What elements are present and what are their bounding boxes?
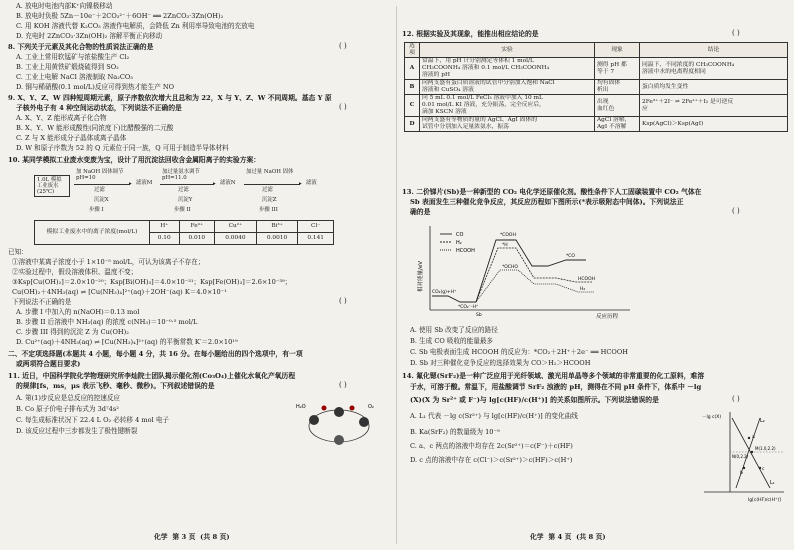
flow-ppt-x: 沉淀X (94, 197, 109, 203)
cell-line: 均有固体 (597, 80, 621, 86)
flow-ppt-y: 沉淀Y (178, 197, 193, 203)
q12-row-a-option: A (405, 58, 420, 80)
q8-option-c: C. 工业上电解 NaCl 溶液制取 Na₂CO₃ (16, 73, 133, 81)
q10-table-cell: 0.10 (150, 233, 180, 245)
q10-known-3: ③Ksp[Cu(OH)₂]＝2.0×10⁻²⁰；Ksp[Bi(OH)₃]＝4.0×10⁻³¹；Ksp[Fe(OH)₃]＝2.6×10⁻³⁹； (12, 278, 292, 286)
q14-chart (700, 408, 788, 504)
q12-row-a-experiment (420, 58, 595, 80)
cell-line: 溶液和 CuSO₄ 溶液 (422, 87, 474, 93)
q12-row-a-observation (595, 58, 640, 80)
q12-header-option: 选项 (405, 43, 420, 58)
q12-row-d-conclusion (640, 117, 788, 132)
page-fold-divider (396, 6, 397, 544)
table-row (405, 80, 788, 95)
footer-subject: 化学 (530, 533, 544, 541)
point-b (743, 467, 745, 469)
q10-stem: 10. 某同学模拟工业废水变废为宝，设计了用沉淀法回收含金属阳离子的实验方案： (8, 156, 261, 164)
curve-l1 (732, 418, 770, 488)
flow-arrowhead-1: ▸ (129, 181, 132, 187)
footer-page: 第 4 页 (548, 533, 572, 541)
cell-line: 出现 (597, 98, 609, 105)
x-axis-label: 反应历程 (596, 314, 619, 320)
q12-row-b-conclusion (640, 80, 788, 95)
cell-line: CH₃COONH₄ 溶液和 0.1 mol/L CH₃COONH₄ (422, 65, 550, 71)
point-label-b: b (740, 471, 743, 476)
table-row (405, 117, 788, 132)
cell-line: 溶液中水的电离程度相同 (642, 68, 706, 75)
cell-line: 滴加 KSCN 溶液 (422, 109, 467, 115)
q13-option-a: A. 使用 Sb 改变了反应的路径 (410, 326, 498, 334)
peak-label-cooh: *COOH (500, 233, 516, 238)
x-axis-label: lg[c(HF)/c(H⁺)] (748, 498, 781, 503)
cell-line: 蛋白质均发生变性 (642, 83, 689, 90)
footer-total: (共 8 页) (200, 533, 230, 541)
q13-stem-line3: 确的是 (410, 208, 431, 216)
cell-line: 等于 7 (597, 68, 615, 75)
q12-experiment-table (404, 42, 788, 132)
q11-stem-line1: 11. 近日，中国科学院化学物理研究所李灿院士团队揭示催化剂(Co₃O₄)上催化水氧化产氧历程 (8, 372, 296, 380)
flow-step-label-1: 步骤 I (89, 207, 104, 213)
q11-answer-blank: ( ) (339, 381, 347, 389)
flow-arrow-3 (244, 184, 300, 185)
q9-stem-line2: 子核外电子有 4 种空间运动状态，下列说法不正确的是 (16, 104, 182, 112)
flow-step2-reagent: 加过量氨水调节pH=11.0 (162, 169, 200, 181)
footer-page: 第 3 页 (172, 533, 196, 541)
legend-co: CO (456, 232, 464, 238)
q10-flowchart (34, 167, 354, 217)
q8-stem: 8. 下列关于元素及其化合物的性质说法正确的是 (8, 43, 154, 51)
q14-stem-line1: 14. 氟化锶(SrF₂)是一种广泛应用于光纤领域、激光用单晶等多个领域的非常重要的化工原料，难溶 (402, 372, 704, 380)
q14-option-b: B. Ka(SrF₂) 的数量级为 10⁻⁹ (410, 428, 500, 436)
footer-total: (共 8 页) (576, 533, 606, 541)
cell-line: 0.01 mol/L KI 溶液，充分振荡，完全反应后， (422, 102, 545, 108)
point-a (748, 437, 750, 439)
end-label-co: *CO (566, 254, 575, 259)
peak-label-ocho: *OCHO (502, 265, 518, 270)
q12-row-d-option: D (405, 117, 420, 132)
q9-answer-blank: ( ) (339, 103, 347, 111)
q12-row-c-option: C (405, 95, 420, 117)
q9-stem-line1: 9. X、Y、Z、W 四种短周期元素，原子序数依次增大且总和为 22，X 与 Y、Z、W 不同周期。基态 Y 原 (8, 94, 332, 102)
flow-step-label-2: 步骤 II (174, 207, 191, 213)
q11-option-d: D. 该反应过程中三步都发生了极性键断裂 (16, 427, 138, 435)
legend-hcooh: HCOOH (456, 248, 475, 254)
svg-text:H₂O: H₂O (296, 404, 306, 410)
cell-line: 常温下，用 pH 计分别测定等体积 1 mol/L (422, 58, 534, 64)
q12-row-b-option: B (405, 80, 420, 95)
flow-step3-action: 过滤 (262, 187, 273, 193)
q11-stem-line2: 的规律[fs，ms，μs 表示飞秒、毫秒、微秒)。下列叙述错误的是 (16, 382, 215, 390)
q10-ion-table (34, 220, 334, 245)
q13-option-b: B. 生成 CO 吸收的能量最多 (410, 337, 494, 345)
start-label: CO₂(g)+H⁺ (432, 290, 457, 295)
q8-option-d: D. 铜与稀硝酸(0.1 mol/L)反应可得到热才能生产 NO (16, 83, 175, 91)
table-row (405, 95, 788, 117)
q12-row-c-conclusion (640, 95, 788, 117)
point-c (759, 467, 761, 469)
q13-stem-line1: 13. 二价锑片(Sb)是一种新型的 CO₂ 电化学还原催化剂。酸性条件下人工固碳装置中 CO₂ 气体在 (402, 188, 702, 196)
series-hcooh-path (476, 270, 594, 302)
cell-line: 试管中分别加入足量浓氨水，振荡 (422, 124, 509, 130)
flow-source: 1.0L 模拟工业废水(25℃) (34, 175, 70, 197)
q12-header-conclusion: 结论 (640, 43, 788, 58)
peak-label-h: *H (502, 243, 508, 248)
footer-subject: 化学 (154, 533, 168, 541)
q10-table-cell: 0.0040 (215, 233, 257, 245)
flow-arrow-2 (160, 184, 214, 185)
flow-filtrate-p: 滤液 (306, 180, 317, 186)
q14-option-d: D. c 点的溶液中存在 c(Cl⁻)＞c(Sr²⁺)＞c(HF)＞c(H⁺) (410, 456, 573, 464)
cell-line: AgCl 溶解， (597, 117, 631, 123)
q10-option-d: D. Cu²⁺(aq)＋4NH₃(aq) ⇌ [Cu(NH₃)₄]²⁺(aq) 的平衡常数 K′＝2.0×10¹⁹ (16, 338, 238, 346)
q13-answer-blank: ( ) (732, 207, 740, 215)
q10-table-row-label: 模拟工业废水中的离子浓度(mol/L) (35, 221, 150, 245)
point-m (751, 451, 753, 453)
q11-option-a: A. 第(1)步反应是总反应的控速反应 (16, 394, 121, 402)
cell-line: 向两支盛有等物质的量的 AgCl、AgI 固体的 (422, 117, 538, 123)
table-row (405, 58, 788, 80)
q12-answer-blank: ( ) (732, 29, 740, 37)
flow-filtrate-m: 滤液M (136, 180, 153, 186)
q10-table-header: Cu²⁺ (215, 221, 257, 233)
q12-header-experiment: 实验 (420, 43, 595, 58)
cell-line: 应 (642, 105, 648, 112)
q10-table-header: Fe³⁺ (179, 221, 215, 233)
flow-step-label-3: 步骤 III (259, 207, 278, 213)
inter1-label: *CO₂⁻·H⁺ (458, 305, 479, 310)
q8-option-a: A. 工业上常用软锰矿与浓盐酸生产 Cl₂ (16, 53, 130, 61)
q10-table-cell: 0.0010 (256, 233, 298, 245)
section-2-heading-line2: 或两项符合题目要求) (16, 360, 81, 368)
q10-known-1: ①溶液中某离子浓度小于 1×10⁻⁵ mol/L，可认为该离子不存在； (12, 258, 205, 266)
q14-option-c: C. a、c 两点的溶液中均存在 2c(Sr²⁺)＝c(F⁻)＋c(HF) (410, 442, 573, 450)
q11-option-c: C. 每生成标准状况下 22.4 L O₂ 必转移 4 mol 电子 (16, 416, 170, 424)
q13-stem-line2: Sb 表面发生三种催化竞争反应，其反应历程如下图所示(*表示吸附态中间体)。下列说法正 (410, 198, 684, 206)
q10-table-header: H⁺ (150, 221, 180, 233)
page-4 (400, 0, 792, 550)
svg-text:O₂: O₂ (368, 404, 374, 410)
footer-right (530, 531, 606, 541)
q14-stem-line3: (X)(X 为 Sr²⁺ 或 F⁻)与 lg[c(HF)/c(H⁺)] 的关系如图所示。下列说法错误的是 (410, 396, 659, 404)
page-3 (4, 0, 396, 550)
q10-table-cell: 0.010 (179, 233, 215, 245)
flow-step1-reagent: 加 NaOH 固体调节pH=10 (76, 169, 124, 181)
q12-row-c-observation (595, 95, 640, 117)
footer-left (154, 531, 230, 541)
q10-known-title: 已知： (8, 248, 28, 256)
q10-option-c: C. 步骤 III 得到的沉淀 Z 为 Cu(OH)₂ (16, 328, 129, 336)
cell-line: 2Fe³⁺＋2I⁻ ⇌ 2Fe²⁺＋I₂ 是可逆反 (642, 98, 734, 105)
q12-stem: 12. 根据实验及其现象，能推出相应结论的是 (402, 30, 539, 38)
q10-known-4: Cu(OH)₂＋4NH₃(aq) ⇌ [Cu(NH₃)₄]²⁺(aq)＋2OH⁻(aq) K＝4.0×10⁻¹ (12, 288, 227, 296)
cell-line: 析出 (597, 87, 609, 93)
cell-line: 同温下，不同浓度的 CH₃COONH₄ (642, 61, 735, 68)
cell-line: Ksp(AgCl)＞Ksp(AgI) (642, 120, 704, 127)
flow-arrowhead-3: ▸ (299, 181, 302, 187)
q7-option-b: B. 放电时负极 5Zn－10e⁻＋2CO₃²⁻＋6OH⁻ ══ 2ZnCO₃·3Zn(OH)₂ (16, 12, 224, 20)
q12-header-observation: 现象 (595, 43, 640, 58)
point-label-a: a (752, 435, 755, 440)
legend-h2: H₂ (456, 240, 462, 246)
q12-row-b-observation (595, 80, 640, 95)
q10-table-cell: 0.141 (298, 233, 334, 245)
q9-option-b: B. X、Y、W 能形成酸性(同浓度下)比醋酸强的二元酸 (16, 124, 174, 132)
flow-filtrate-n: 滤液N (220, 180, 236, 186)
point-label-m: M(1.0,2.2) (755, 446, 776, 451)
q9-option-d: D. W 和原子序数为 52 的 Q 元素位于同一族，Q 可用于制造半导体材料 (16, 144, 229, 152)
q14-stem-line2: 于水，可溶于酸。常温下，用盐酸调节 SrF₂ 浊液的 pH，测得在不同 pH 条件下，体系中 －lg (410, 383, 702, 391)
cell-line: 测得 pH 都 (597, 61, 627, 68)
q13-option-d: D. Sb 对三种催化竞争反应的选择效果为 CO＞H₂＞HCOOH (410, 359, 591, 367)
cell-line: 溶液的 pH (422, 72, 450, 78)
cell-line: 血红色 (597, 105, 615, 112)
q10-table-header: Bi³⁺ (256, 221, 298, 233)
q13-option-c: C. Sb 电极表面生成 HCOOH 的反应为：*CO₂＋2H⁺＋2e⁻ ══ HCOOH (410, 348, 628, 356)
q12-row-d-observation (595, 117, 640, 132)
q10-answer-blank: ( ) (339, 297, 347, 305)
q12-row-b-experiment (420, 80, 595, 95)
q14-option-a: A. L₁ 代表 －lg c(Sr²⁺) 与 lg[c(HF)/c(H⁺)] 的变化曲线 (410, 412, 578, 420)
q7-option-c: C. 用 KOH 溶液代替 K₂CO₃ 溶液作电解质，会降低 Zn 利用率导致电池的充放电 (16, 22, 255, 30)
q11-catalytic-cycle-figure (294, 400, 384, 450)
sb-label: Sb (476, 313, 482, 318)
point-label-n: N(0,2.2) (732, 454, 749, 459)
q12-row-a-conclusion (640, 58, 788, 80)
flow-arrow-1 (74, 184, 130, 185)
end-label-h2: H₂ (580, 287, 586, 292)
cell-line: AgI 不溶解 (597, 124, 627, 130)
section-2-heading-line1: 二、不定项选择题(本题共 4 小题，每小题 4 分，共 16 分。在每小题给出的四个选项中，有一项 (8, 350, 303, 358)
curve-l1-label: L₁ (770, 480, 775, 486)
flow-step3-reagent: 加过量 NaOH 固体 (246, 169, 294, 175)
cell-line: 向 5 mL 0.1 mol/L FeCl₃ 溶液中加入 10 mL (422, 95, 543, 101)
q12-row-c-experiment (420, 95, 595, 117)
q14-answer-blank: ( ) (732, 395, 740, 403)
flow-ppt-z: 沉淀Z (262, 197, 277, 203)
q8-answer-blank: ( ) (339, 42, 347, 50)
q10-option-a: A. 步骤 I 中加入的 n(NaOH)＝0.13 mol (16, 308, 140, 316)
curve-l2 (736, 418, 760, 488)
q9-option-c: C. Z 与 X 能形成分子晶体或离子晶体 (16, 134, 127, 142)
q12-row-d-experiment (420, 117, 595, 132)
end-label-hcooh: HCOOH (578, 277, 595, 282)
q11-option-b: B. Co 原子价电子排布式为 3d⁷4s² (16, 405, 119, 413)
q8-option-b: B. 工业上用黄铁矿煅烧硫得到 SO₂ (16, 63, 119, 71)
flow-arrowhead-2: ▸ (213, 181, 216, 187)
curve-l2-label: L₂ (760, 418, 765, 424)
cell-line: 向两支盛有蛋白质溶液的试管中分别加入饱和 NaCl (422, 80, 555, 86)
y-axis-label: 相对能量/eV (418, 261, 424, 292)
q10-table-header: Cl⁻ (298, 221, 334, 233)
q7-option-d: D. 充电时 2ZnCO₃·3Zn(OH)₂ 溶解平衡正向移动 (16, 32, 163, 40)
q13-energy-profile-chart (416, 222, 636, 320)
flow-step2-action: 过滤 (178, 187, 189, 193)
q9-option-a: A. X、Y、Z 能形成离子化合物 (16, 114, 107, 122)
q10-option-b: B. 步骤 II 后溶液中 NH₃(aq) 的浓度 c(NH₃)＝10⁻⁰·⁵ mol/L (16, 318, 198, 326)
point-label-c: c (762, 467, 765, 472)
q10-known-5: 下列说法不正确的是 (12, 298, 72, 306)
q7-option-a: A. 放电时电池内部K⁺向镍极移动 (16, 2, 113, 10)
q10-known-2: ②实验过程中，假设溶液体积、温度不变； (12, 268, 138, 276)
flow-step1-action: 过滤 (94, 187, 105, 193)
y-axis-label: －lg c(X) (702, 415, 722, 420)
